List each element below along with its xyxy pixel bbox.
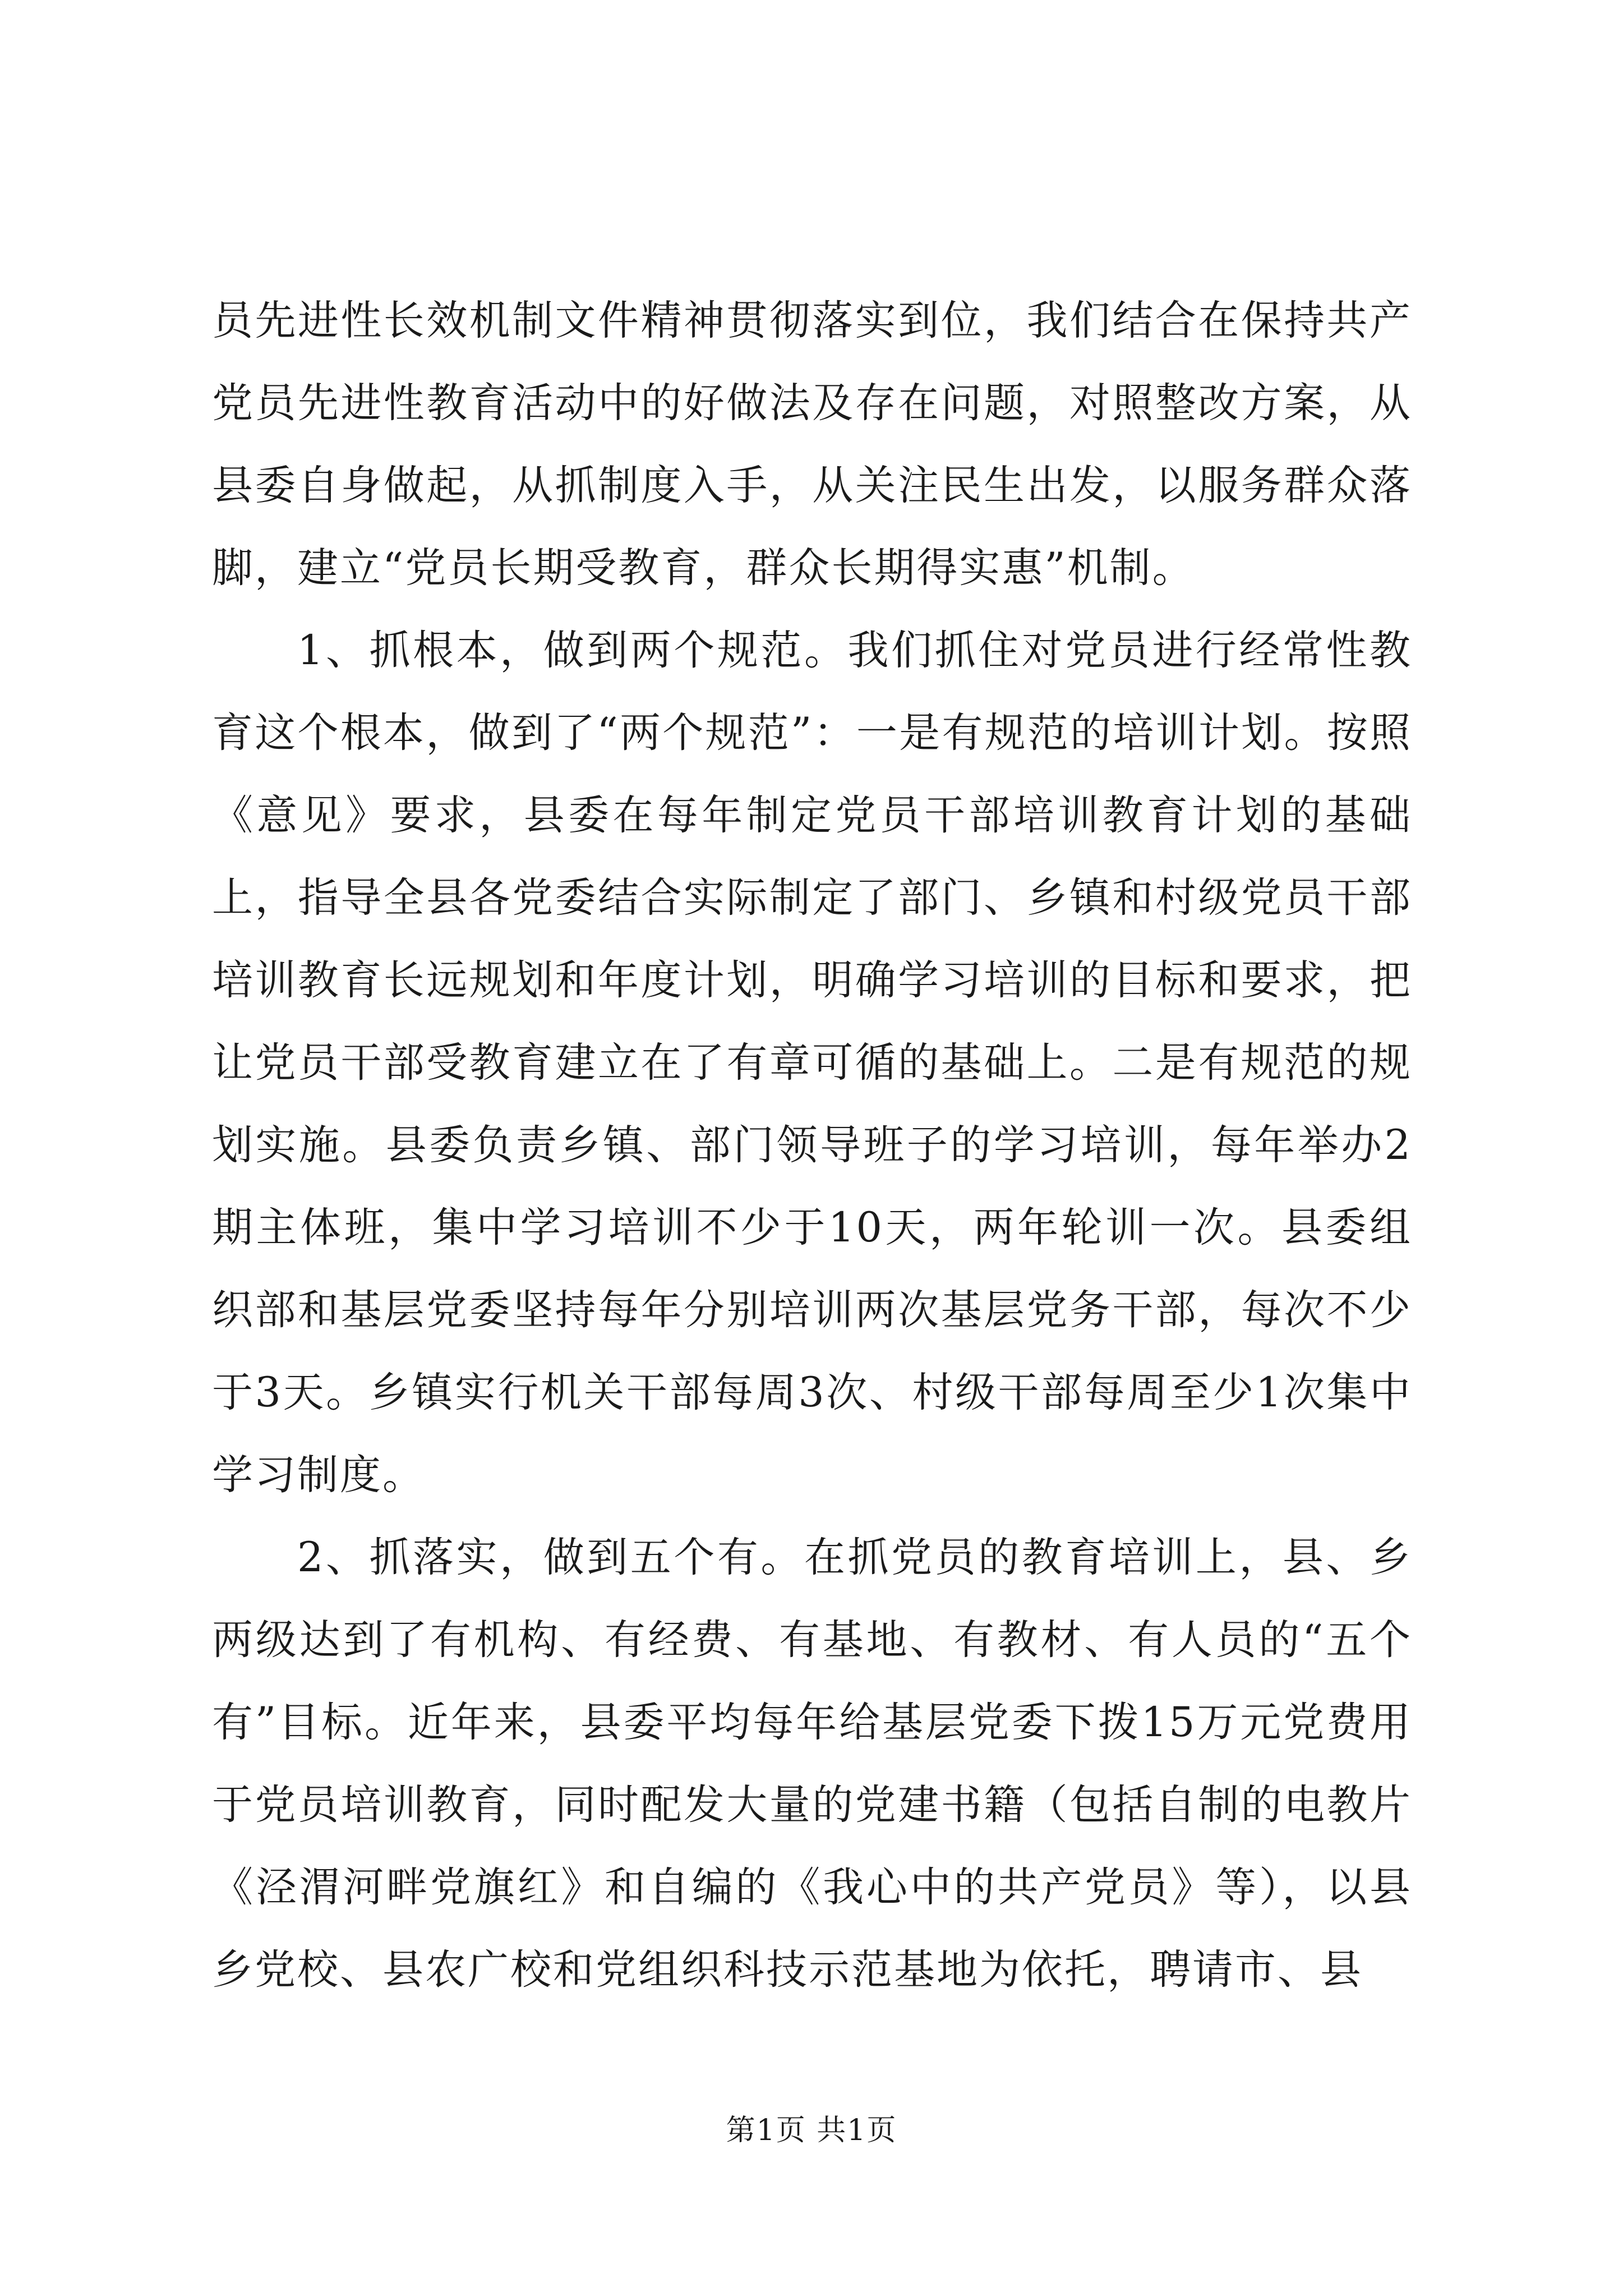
paragraph-3: 2、抓落实，做到五个有。在抓党员的教育培训上，县、乡两级达到了有机构、有经费、有基地、有教材、有人员的“五个有”目标。近年来，县委平均每年给基层党委下拨15万元党费用于党员培训教育，同时配发大量的党建书籍（包括自制的电教片《泾渭河畔党旗红》和自编的《我心中的共产党员》等），以县乡党校、县农广校和党组织科技示范基地为依托，聘请市、县	[212, 1534, 1412, 1994]
document-body	[212, 279, 1412, 2011]
paragraph-2: 1、抓根本，做到两个规范。我们抓住对党员进行经常性教育这个根本，做到了“两个规范”：一是有规范的培训计划。按照《意见》要求，县委在每年制定党员干部培训教育计划的基础上，指导全县各党委结合实际制定了部门、乡镇和村级党员干部培训教育长远规划和年度计划，明确学习培训的目标和要求，把让党员干部受教育建立在了有章可循的基础上。二是有规范的规划实施。县委负责乡镇、部门领导班子的学习培训，每年举办2期主体班，集中学习培训不少于10天，两年轮训一次。县委组织部和基层党委坚持每年分别培训两次基层党务干部，每次不少于3天。乡镇实行机关干部每周3次、村级干部每周至少1次集中学习制度。	[212, 627, 1412, 1499]
paragraph-1: 员先进性长效机制文件精神贯彻落实到位，我们结合在保持共产党员先进性教育活动中的好做法及存在问题，对照整改方案，从县委自身做起，从抓制度入手，从关注民生出发，以服务群众落脚，建立“党员长期受教育，群众长期得实惠”机制。	[212, 297, 1412, 592]
page-footer: 第1页 共1页	[726, 2114, 897, 2147]
